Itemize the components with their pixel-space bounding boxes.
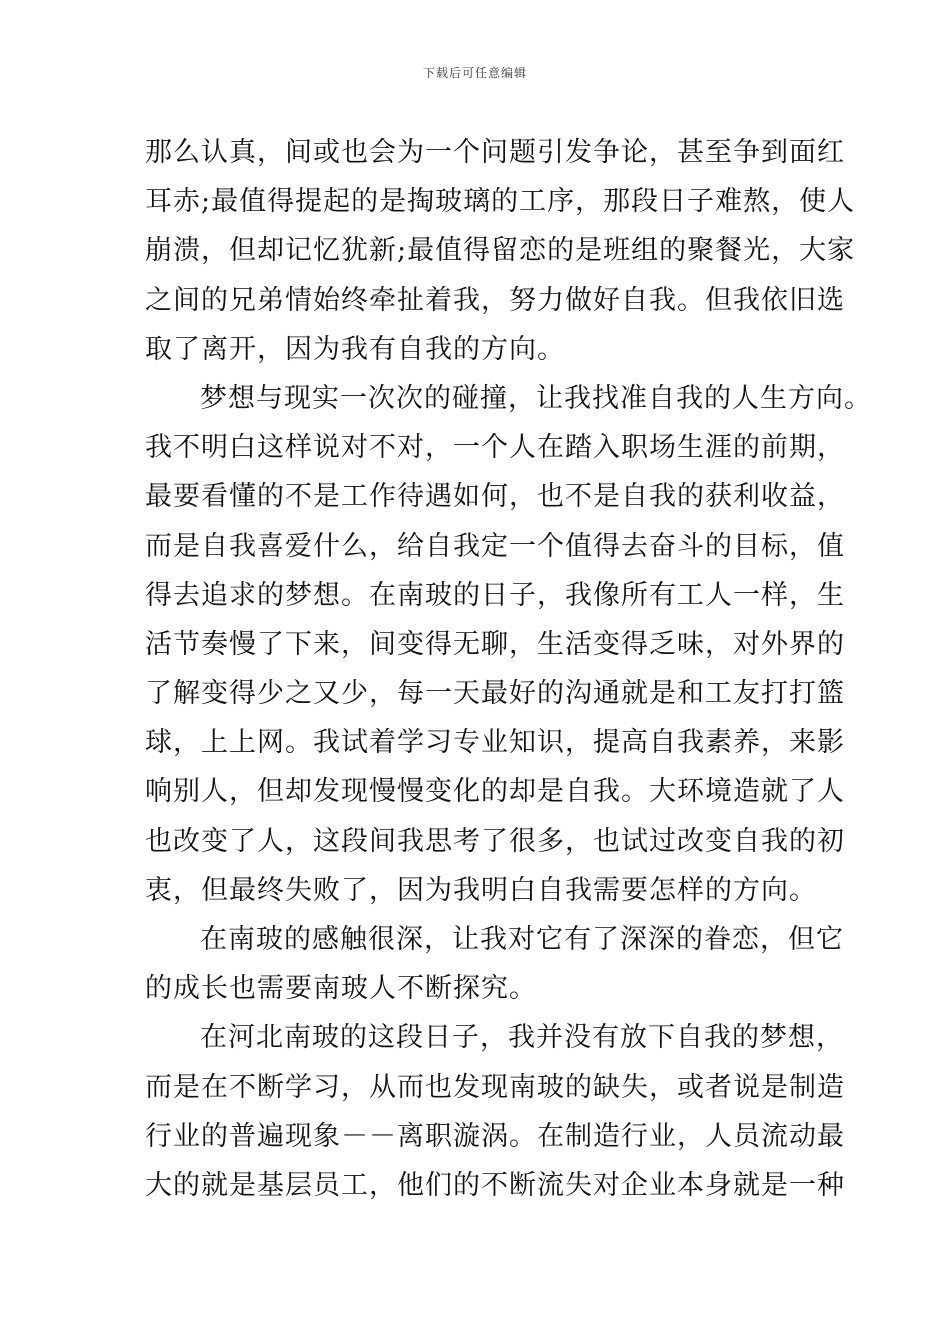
text-line: 那么认真，间或也会为一个问题引发争论，甚至争到面红 bbox=[145, 137, 845, 168]
text-line: 耳赤;最值得提起的是掏玻璃的工序，那段日子难熬，使人 bbox=[145, 186, 856, 218]
paragraph-start-line: 在南玻的感触很深，让我对它有了深深的眷恋，但它 bbox=[200, 924, 844, 955]
text-line: 我不明白这样说对不对，一个人在踏入职场生涯的前期， bbox=[145, 432, 845, 464]
text-line: 而是在不断学习，从而也发现南玻的缺失，或者说是制造 bbox=[145, 1071, 845, 1103]
page-header: 下载后可任意编辑 bbox=[422, 66, 527, 80]
document-body bbox=[145, 128, 872, 1210]
text-line: 得去追求的梦想。在南玻的日子，我像所有工人一样，生 bbox=[145, 579, 845, 611]
text-line: 了解变得少之又少，每一天最好的沟通就是和工友打打篮 bbox=[145, 678, 845, 710]
text-line: 也改变了人，这段间我思考了很多，也试过改变自我的初 bbox=[145, 825, 845, 857]
paragraph-start-line: 在河北南玻的这段日子，我并没有放下自我的梦想， bbox=[200, 1022, 844, 1054]
text-line: 取了离开，因为我有自我的方向。 bbox=[145, 333, 565, 365]
text-line: 而是自我喜爱什么，给自我定一个值得去奋斗的目标，值 bbox=[145, 530, 845, 562]
text-line: 球，上上网。我试着学习专业知识，提高自我素养，来影 bbox=[145, 727, 845, 759]
text-line: 崩溃，但却记忆犹新;最值得留恋的是班组的聚餐光，大家 bbox=[145, 235, 856, 267]
text-line: 大的就是基层员工，他们的不断流失对企业本身就是一种 bbox=[145, 1169, 845, 1201]
text-line: 的成长也需要南玻人不断探究。 bbox=[145, 973, 537, 1005]
text-line: 之间的兄弟情始终牵扯着我，努力做好自我。但我依旧选 bbox=[145, 284, 845, 316]
paragraph-start-line: 梦想与现实一次次的碰撞，让我找准自我的人生方向。 bbox=[200, 382, 872, 414]
text-line: 最要看懂的不是工作待遇如何，也不是自我的获利收益， bbox=[145, 481, 845, 513]
text-line: 衷，但最终失败了，因为我明白自我需要怎样的方向。 bbox=[145, 874, 817, 906]
text-line: 响别人，但却发现慢慢变化的却是自我。大环境造就了人 bbox=[145, 776, 845, 808]
text-line: 活节奏慢了下来，间变得无聊，生活变得乏味，对外界的 bbox=[145, 628, 845, 660]
text-line: 行业的普遍现象－－离职漩涡。在制造行业，人员流动最 bbox=[145, 1120, 845, 1152]
